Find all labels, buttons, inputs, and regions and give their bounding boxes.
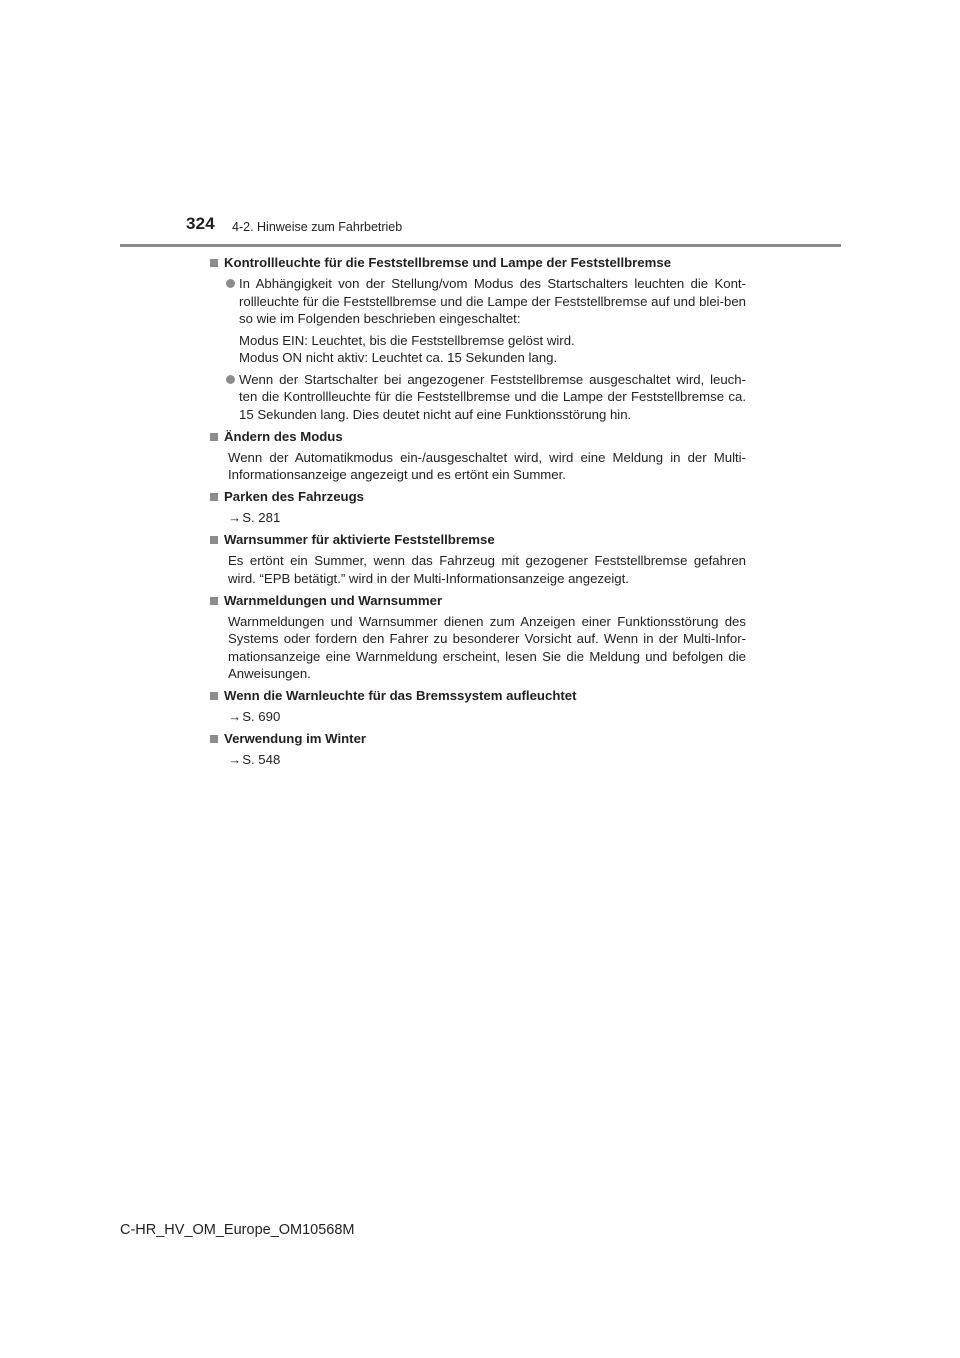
page-reference[interactable]	[210, 509, 746, 527]
section-heading	[210, 428, 746, 446]
square-bullet-icon	[210, 735, 218, 743]
section-body: Wenn der Automatikmodus ein-/ausgeschaltet wird, wird eine Meldung in der Multi-Informationsanzeige angezeigt und es ertönt ein Summer.	[228, 449, 746, 482]
page-number: 324	[186, 214, 215, 233]
section-heading-text: Warnsummer für aktivierte Feststellbremse	[224, 532, 495, 547]
section-heading	[210, 488, 746, 506]
page-reference-text[interactable]: S. 690	[242, 709, 281, 724]
list-item-text: Wenn der Startschalter bei angezogener Feststellbremse ausgeschaltet wird, leuch-ten die Kontrollleuchte für die Feststellbremse und die Lampe der Feststellbremse ca. 15 Sekunden lang. Dies deutet nicht auf eine Funktionsstörung hin.	[239, 371, 746, 422]
section-heading	[210, 531, 746, 549]
section-change-mode	[210, 428, 746, 484]
page-reference-text[interactable]: S. 281	[242, 510, 281, 525]
page-reference-text[interactable]: S. 548	[242, 752, 281, 767]
section-heading-text: Parken des Fahrzeugs	[224, 489, 364, 504]
square-bullet-icon	[210, 433, 218, 441]
section-heading	[210, 730, 746, 748]
section-warning-messages	[210, 592, 746, 683]
section-body: Warnmeldungen und Warnsummer dienen zum Anzeigen einer Funktionsstörung des Systems oder fordern den Fahrer zu besonderer Vorsicht auf. Wenn in der Multi-Infor-mationsanzeige eine Warnmeldung erscheint, lesen Sie die Meldung und befolgen die Anweisungen.	[228, 613, 746, 681]
section-winter-use	[210, 730, 746, 769]
square-bullet-icon	[210, 692, 218, 700]
section-parking	[210, 488, 746, 527]
arrow-right-icon: →	[228, 510, 242, 525]
section-heading-text: Kontrollleuchte für die Feststellbremse und Lampe der Feststellbremse	[224, 255, 672, 270]
mode-on-line: Modus EIN: Leuchtet, bis die Feststellbremse gelöst wird.	[239, 332, 575, 348]
section-body: Es ertönt ein Summer, wenn das Fahrzeug mit gezogener Feststellbremse gefahren wird. “EPB betätigt.” wird in der Multi-Informationsanzeige angezeigt.	[228, 553, 746, 586]
page-reference[interactable]	[210, 708, 746, 726]
section-brake-warning-light	[210, 687, 746, 726]
square-bullet-icon	[210, 493, 218, 501]
circle-bullet-icon	[226, 375, 235, 384]
manual-code: C-HR_HV_OM_Europe_OM10568M	[120, 1222, 355, 1238]
section-heading-text: Wenn die Warnleuchte für das Bremssystem aufleuchtet	[224, 688, 577, 703]
section-heading	[210, 254, 746, 272]
list-item	[210, 371, 746, 424]
mode-off-line: Modus ON nicht aktiv: Leuchtet ca. 15 Sekunden lang.	[239, 350, 558, 365]
header-divider	[120, 244, 841, 247]
square-bullet-icon	[210, 597, 218, 605]
section-parking-brake-indicator	[210, 254, 746, 423]
section-heading-text: Warnmeldungen und Warnsummer	[224, 592, 443, 608]
section-parking-brake-buzzer	[210, 531, 746, 587]
square-bullet-icon	[210, 259, 218, 267]
page-content	[210, 254, 746, 773]
chapter-title: 4-2. Hinweise zum Fahrbetrieb	[232, 220, 403, 234]
list-item-body	[239, 371, 746, 424]
section-heading	[210, 592, 746, 610]
section-heading	[210, 687, 746, 705]
square-bullet-icon	[210, 536, 218, 544]
list-item-text: In Abhängigkeit von der Stellung/vom Modus des Startschalters leuchten die Kont-rollleuchte für die Feststellbremse und die Lampe der Feststellbremse auf und blei-ben so wie im Folgenden beschrieben eingeschaltet:	[239, 276, 746, 326]
arrow-right-icon: →	[228, 752, 242, 767]
arrow-right-icon: →	[228, 709, 242, 724]
section-heading-text: Ändern des Modus	[224, 428, 343, 444]
list-item	[210, 275, 746, 367]
circle-bullet-icon	[226, 279, 235, 288]
section-heading-text: Verwendung im Winter	[224, 731, 367, 746]
list-item-details	[239, 332, 746, 367]
page-reference[interactable]	[210, 751, 746, 769]
list-item-body	[239, 275, 746, 367]
